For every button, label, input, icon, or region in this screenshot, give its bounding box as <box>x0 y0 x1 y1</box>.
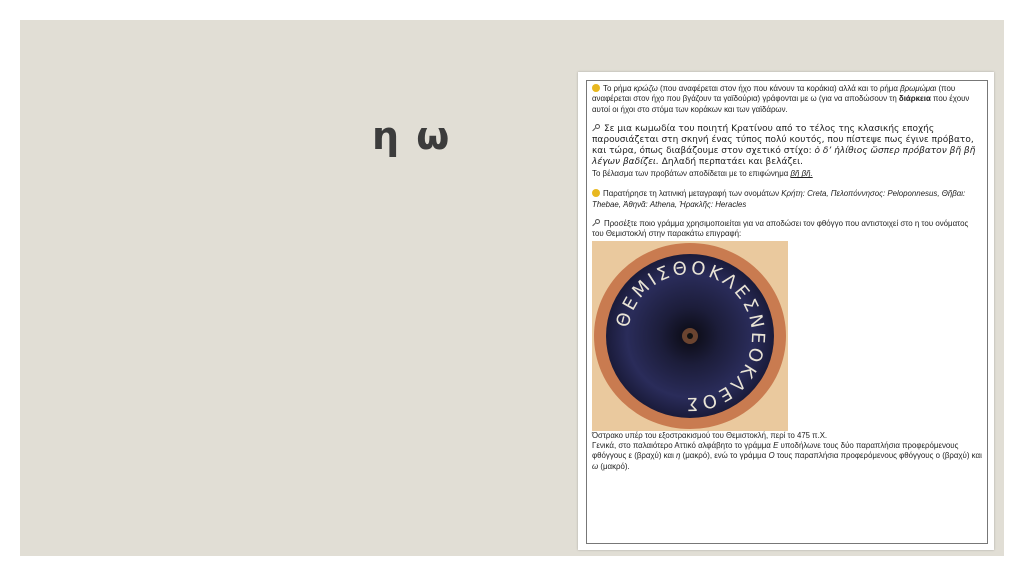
italic-word: βῆ βῆ. <box>790 169 813 179</box>
document-image <box>578 72 994 550</box>
italic-letter: η <box>676 451 681 461</box>
text: Δηλαδή περπατάει και βελάζει. <box>658 157 804 168</box>
text: Το ρήμα <box>603 84 634 93</box>
text: τους παραπλήσια προφερόμενους φθόγγους ο (βραχύ) και <box>774 451 982 461</box>
paragraph-attic-alphabet <box>592 441 982 472</box>
slide <box>20 20 1004 556</box>
text: που έχουν αυτοί οι ήχοι στο στόμα των κοράκων και των γαϊδάρων. <box>592 94 970 114</box>
paragraph-verbs <box>592 84 982 115</box>
text: Το βέλασμα των προβάτων αποδίδεται με το επιφώνημα <box>592 169 791 179</box>
ancient-quote: ὁ δ’ ἠλίθιος ὥσπερ πρόβατον βῆ βῆ λέγων βαδίζει. <box>592 146 976 168</box>
ostrakon-drawing <box>592 241 788 431</box>
text: (που αναφέρεται στον ήχο που βγάζουν τα γαϊδούρια) γράφονται με ω (για να αποδώσουν τη <box>592 84 956 104</box>
ostrakon-hole <box>687 333 693 339</box>
inscription-path: ΘΕΜΙΣΘΟΚΛΕΣΝΕΟΚΛΕΟΣ <box>612 257 769 414</box>
magnifier-icon <box>592 124 601 132</box>
italic-word: βρωμώμαι <box>900 84 937 93</box>
paragraph-kratinos <box>592 124 982 180</box>
magnifier-icon <box>592 219 601 227</box>
text: (μακρό). <box>598 461 630 471</box>
text: υποδήλωνε τους δύο παραπλήσια προφερόμενους φθόγγους ε (βραχύ) και <box>592 441 959 461</box>
text: Γενικά, στο παλαιότερο Αττικό αλφάβητο το γράμμα <box>592 441 774 451</box>
italic-letter: ω <box>592 461 599 471</box>
text: Σε μια κωμωδία του ποιητή Κρατίνου από το τέλος της κλασικής εποχής παρουσιάζεται στη σκηνή ένας τύπος πολύ κουτός, που πίστεψε πως έγινε πρόβατο, και τώρα, όπως διαβάζουμε στον σχετικό στίχο: <box>592 124 974 157</box>
image-caption: Όστρακο υπέρ του εξοστρακισμού του Θεμιστοκλή, περί το 475 π.Χ. <box>592 430 828 440</box>
text: (που αναφέρεται στον ήχο που κάνουν τα κοράκια) αλλά και το ρήμα <box>657 84 901 93</box>
bold-word: διάρκεια <box>898 94 931 104</box>
smiley-icon <box>592 189 600 197</box>
italic-names: Κρήτη: Creta, Πελοπόννησος: Peloponnesus, Θῆβαι: Thebae, Ἀθηνᾶ: Athena, Ἡρακλῆς: Heracles <box>592 189 966 209</box>
italic-word: κρώζω <box>633 84 658 93</box>
document-frame <box>586 80 988 544</box>
slide-title: η ω <box>372 114 452 158</box>
paragraph-latin <box>592 189 982 210</box>
smiley-icon <box>592 84 600 92</box>
ostrakon-photo <box>592 241 788 431</box>
paragraph-inscription <box>592 219 982 240</box>
text: Προσέξτε ποιο γράμμα χρησιμοποιείται για να αποδώσει τον φθόγγο που αντιστοιχεί στο η του ονόματος του Θεμιστοκλή στην παρακάτω επιγραφή: <box>592 219 969 239</box>
text: (μακρό), ενώ το γράμμα <box>680 451 769 461</box>
italic-letter: Ο <box>768 451 775 461</box>
italic-letter: Ε <box>773 441 779 451</box>
text: Παρατήρησε τη λατινική μεταγραφή των ονομάτων <box>603 189 782 199</box>
